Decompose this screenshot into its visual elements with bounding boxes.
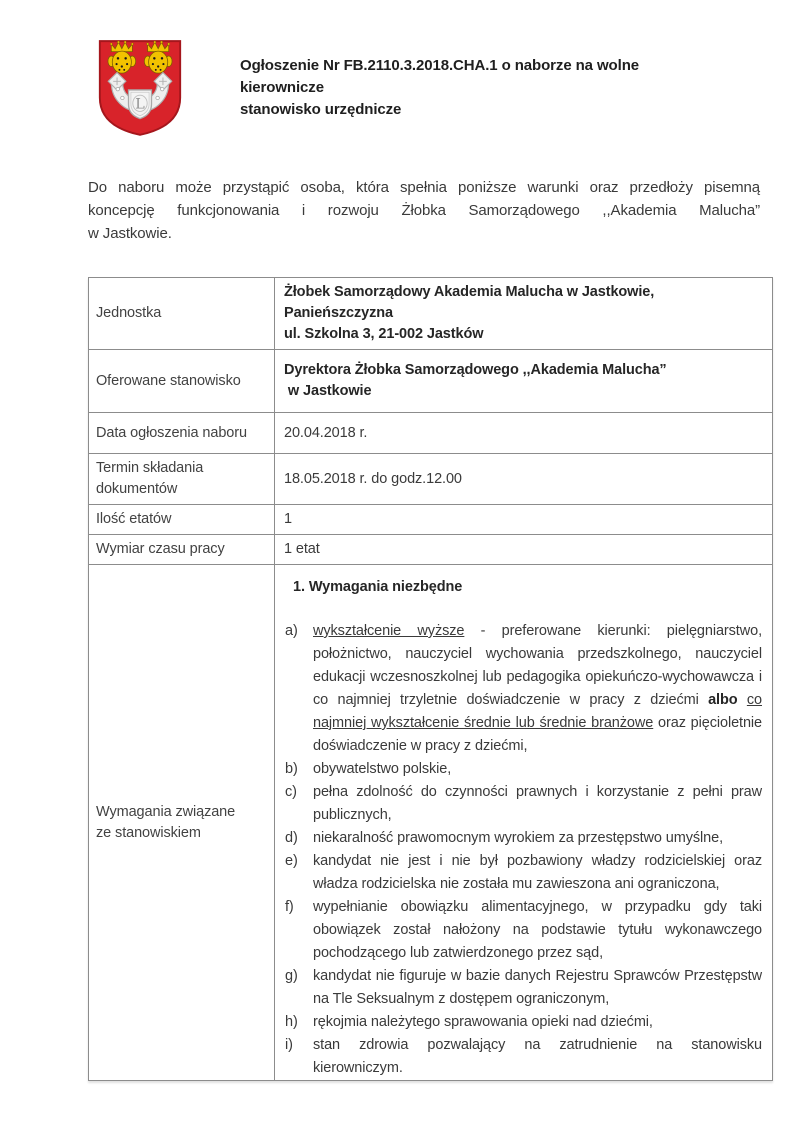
requirement-text: wykształcenie wyższe - preferowane kierunki: pielęgniarstwo, położnictwo, nauczyciel wychowania przedszkolnego, nauczyciel edukacji wczesnoszkolnej lub pedagogika opiekuńczo-wychowawcza i co najmniej trzyletnie doświadczenie w pracy z dziećmi albo co najmniej wykształcenie średnie lub średnie branżowe oraz pięcioletnie doświadczenie w pracy z dziećmi, (313, 623, 763, 754)
requirements-heading: 1. Wymagania niezbędne (293, 579, 463, 595)
requirement-text: kandydat nie jest i nie był pozbawiony władzy rodzicielskiej oraz władza rodzicielska nie została mu zawieszona ani ograniczona, (313, 853, 762, 892)
table-row-wymagania (89, 565, 773, 1081)
requirement-marker: d) (285, 830, 298, 846)
requirement-marker: c) (285, 784, 297, 800)
requirement-item (285, 1011, 762, 1034)
row-label: Termin składania dokumentów (89, 454, 275, 505)
document-title (240, 55, 690, 121)
requirement-item (285, 965, 762, 1011)
requirement-item (285, 1034, 762, 1080)
requirement-marker: b) (285, 761, 298, 777)
requirement-text: pełna zdolność do czynności prawnych i korzystanie z pełni praw publicznych, (313, 784, 762, 823)
table-row-wymiar-czasu (89, 535, 773, 565)
row-label: Oferowane stanowisko (89, 350, 275, 413)
row-value: Żłobek Samorządowy Akademia Malucha w Jastkowie, Panieńszczyzna ul. Szkolna 3, 21-002 Jastków (275, 278, 773, 350)
requirement-text: obywatelstwo polskie, (313, 761, 452, 777)
requirement-marker: a) (285, 623, 298, 639)
vacancy-table (88, 277, 773, 1081)
table-row-ilosc-etatow (89, 505, 773, 535)
requirement-item (285, 827, 762, 850)
requirement-marker: e) (285, 853, 298, 869)
row-label: Wymagania związane ze stanowiskiem (89, 565, 275, 1081)
table-row-jednostka (89, 278, 773, 350)
table-row-stanowisko (89, 350, 773, 413)
requirements-cell (275, 565, 773, 1081)
table-row-termin (89, 454, 773, 505)
requirement-text: wypełnianie obowiązku alimentacyjnego, w przypadku gdy taki obowiązek został nałożony na podstawie tytułu wykonawczego pochodzącego lub zatwierdzonego przez sąd, (313, 899, 762, 961)
requirement-marker: g) (285, 968, 298, 984)
row-label: Jednostka (89, 278, 275, 350)
row-value: 20.04.2018 r. (275, 413, 773, 454)
requirement-text: rękojmia należytego sprawowania opieki nad dziećmi, (313, 1014, 653, 1030)
row-label: Wymiar czasu pracy (89, 535, 275, 565)
requirement-text: niekaralność prawomocnym wyrokiem za przestępstwo umyślne, (313, 830, 724, 846)
requirement-item (285, 620, 762, 758)
row-value: 1 (275, 505, 773, 535)
requirement-marker: f) (285, 899, 294, 915)
title-line: stanowisko urzędnicze (240, 101, 402, 118)
inner-shield-icon (129, 90, 152, 119)
row-value: 1 etat (275, 535, 773, 565)
table-row-data-ogloszenia (89, 413, 773, 454)
intro-line: w Jastkowie. (88, 225, 172, 242)
crest-letter: L (135, 96, 145, 113)
requirement-text: kandydat nie figuruje w bazie danych Rejestru Sprawców Przestępstw na Tle Seksualnym z dostępem ograniczonym, (313, 968, 762, 1007)
requirement-item (285, 896, 762, 965)
row-label: Data ogłoszenia naboru (89, 413, 275, 454)
intro-line: koncepcję funkcjonowania i rozwoju Żłobka Samorządowego ,,Akademia Malucha” (88, 202, 760, 219)
requirement-text: stan zdrowia pozwalający na zatrudnienie na stanowisku kierowniczym. (313, 1037, 762, 1076)
requirement-item (285, 758, 762, 781)
title-line: Ogłoszenie Nr FB.2110.3.2018.CHA.1 o naborze na wolne kierownicze (240, 57, 639, 96)
requirement-marker: i) (285, 1037, 293, 1053)
coat-of-arms-logo (96, 35, 184, 141)
requirement-item (285, 781, 762, 827)
row-value: 18.05.2018 r. do godz.12.00 (275, 454, 773, 505)
requirement-item (285, 850, 762, 896)
requirement-marker: h) (285, 1014, 298, 1030)
intro-line: Do naboru może przystąpić osoba, która spełnia poniższe warunki oraz przedłoży pisemną (88, 179, 760, 196)
row-label: Ilość etatów (89, 505, 275, 535)
requirements-list (285, 620, 762, 1080)
intro-paragraph (88, 176, 760, 245)
row-value: Dyrektora Żłobka Samorządowego ,,Akademia Malucha” w Jastkowie (275, 350, 773, 413)
